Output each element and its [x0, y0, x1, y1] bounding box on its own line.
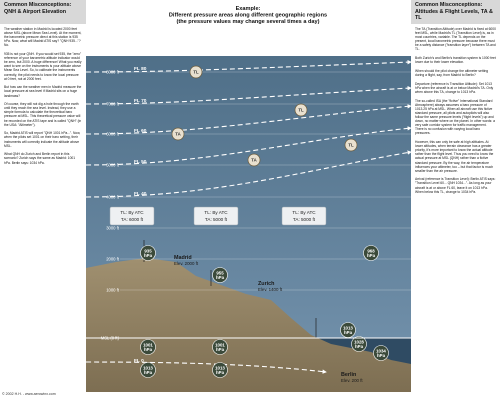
left-paragraph: So, Madrid ATIS will report "QNH 1001 hPa...". Now, when the pilots set 1001 on their baro setting, their instruments will correctly indicate the altitude above MSL. — [4, 131, 81, 148]
tl-ta-badge-label: TA — [251, 157, 257, 163]
ta-label: TA: 5000 ft — [204, 217, 228, 222]
right-paragraph: Both Zurich's and Berlin's transition system is 1000 feet lower due to their lower elevation. — [415, 56, 496, 65]
altitude-label: 6000 ft — [106, 131, 119, 137]
pressure-value: 1013 hPa — [215, 365, 225, 375]
flight-level-label: FL 40 — [134, 192, 147, 197]
tl-label: TL: By ATC — [120, 210, 144, 215]
altitude-label: 7000 ft — [106, 101, 119, 107]
pressure-value: 968 hPa — [366, 248, 376, 258]
pressure-value: 1013 hPa — [343, 325, 353, 335]
pressure-value: 1028 hPa — [354, 339, 364, 349]
altitude-label: 2000 ft — [106, 256, 119, 262]
credit-line: © 2002 H.H. - www.aerowinx.com — [2, 392, 56, 396]
right-column — [411, 0, 500, 201]
tl-ta-badge-label: TL — [193, 69, 199, 75]
right-paragraph: The so-called ISA (the "fictive" International Standard Atmosphere) always assumes a baro pressure of 1013.25 hPa at MSL. When all aircraft use this fictive standard pressure, all pilots and autopilots will also follow the same pressure levels ("flight levels") up and down, no matter where on the planet. In other words: a very safe corridor system for traffic management. There is no confusion with varying local baro pressures. — [415, 98, 495, 136]
city-name: Berlin — [341, 372, 357, 378]
city-name: Zurich — [258, 281, 275, 287]
altitude-label: 4000 ft — [106, 194, 119, 200]
pressure-value: 1001 hPa — [215, 342, 225, 352]
city-elevation: Elev. 2000 ft — [174, 261, 199, 266]
altitude-label: 5000 ft — [106, 162, 119, 168]
right-paragraph: However, this can only be safe at high altitudes. At lower altitudes, when terrain clearance has a greater priority, it's more important to know the actual altitude rather than the flight level. Thus you need to know the actual pressure at MSL (QNH) rather than a fictive standard pressure. By the way, the air temperature influences your altimeter, too – but that factor is much smaller than the air pressure. — [415, 140, 494, 173]
left-paragraph: 935 is not your QNH. If you would set 935, the "zero" reference of your barometric altitude indicator would be zero, but 2000. A huge difference! What you really want to see on the instruments is your altitude above Mean Sea Level. So, to calibrate the instruments correctly, the pilot needs to know the local pressure at 0 feet, not at 2000 feet. — [4, 52, 82, 81]
ta-label: TA: 6000 ft — [120, 217, 144, 222]
tl-ta-badge-label: TA — [175, 131, 181, 137]
tl-label: TL: By ATC — [292, 210, 316, 215]
right-paragraph: Arrival (reference is Transition Level): Berlin ATIS says: "Transition Level 60... QNH 1034...". As long as your aircraft is at or above FL 60, leave it on 1013 hPa. When below this TL, change to 1034 hPa. — [415, 177, 496, 194]
right-paragraph: The TA (Transition Altitude) over Madrid is fixed at 6000 feet MSL, while Madrid's TL (Transition Level) is, as in most countries, variable. The TL depends on the present, local barometric pressure because there must be a safety distance ("transition layer") between TA and TL. — [415, 27, 496, 52]
city-name: Madrid — [174, 255, 192, 261]
right-body — [411, 24, 500, 201]
pressure-diagram — [86, 0, 411, 392]
pressure-value: 1013 hPa — [143, 365, 153, 375]
altitude-label: 3000 ft — [106, 225, 119, 231]
diagram-title: Example: Different pressure areas along different geographic regions (the pressure values may change several times a day) — [168, 6, 328, 26]
altitude-label: 1000 ft — [106, 287, 119, 293]
flight-level-label: FL 70 — [134, 99, 147, 104]
left-paragraph: What QNH do Zurich and Berlin report in this scenario? Zurich says the same as Madrid: 1001 hPa. Berlin says: 1034 hPa. — [4, 152, 76, 165]
left-paragraph: But how can the weather men in Madrid measure the local pressure at sea level if Madrid sits on a huge landmass? — [4, 85, 82, 98]
pressure-value: 1001 hPa — [143, 342, 153, 352]
flight-level-label: FL 0 — [134, 359, 144, 364]
altitude-label: 8000 ft — [106, 69, 119, 75]
tl-ta-badge-label: TL — [348, 142, 354, 148]
flight-level-label: FL 80 — [134, 67, 147, 72]
pressure-value: 1034 hPa — [376, 348, 386, 358]
left-paragraph: Of course, they will not dig a hole through the earth until they reach the sea level. Instead, they use a simple formula to calculate the theoretical baro pressure at MSL. This theoretical pressure value will be recorded on the ATIS tape and is called "QNH" (in the USA: "Altimeter"). — [4, 102, 82, 127]
city-elevation: Elev. 200 ft — [341, 378, 363, 383]
city-elevation: Elev. 1400 ft — [258, 287, 283, 292]
left-column — [0, 0, 86, 172]
right-paragraph: When should the pilot change the altimeter setting during a flight, say, from Madrid to Berlin? — [415, 68, 489, 78]
left-body — [0, 24, 86, 172]
ta-label: TA: 5000 ft — [292, 217, 316, 222]
tl-ta-badge-label: TL — [298, 107, 304, 113]
right-title: Common Misconceptions: Altitudes & Flight Levels, TA & TL — [411, 0, 500, 24]
left-paragraph: The weather station in Madrid is located 2000 feet above MSL (above Mean Sea Level). At the moment, the barometric pressure direct at this station is 935 hPa. Now, what will Madrid ATIS say? "QNH 935..."? No. — [4, 27, 82, 48]
right-paragraph: Departure (reference is Transition Altitude): Set 1013 hPa when the aircraft is at or below Madrid's TA. Only when above this TA, change to 1013 hPa. — [415, 81, 494, 94]
flight-level-label: FL 60 — [134, 129, 147, 134]
tl-label: TL: By ATC — [204, 210, 228, 215]
altitude-label: MSL (0 ft) — [100, 335, 119, 341]
left-title: Common Misconceptions: QNH & Airport Elevation — [0, 0, 86, 24]
pressure-value: 935 hPa — [143, 248, 153, 258]
flight-level-label: FL 50 — [134, 160, 147, 165]
pressure-value: 955 hPa — [215, 270, 225, 280]
